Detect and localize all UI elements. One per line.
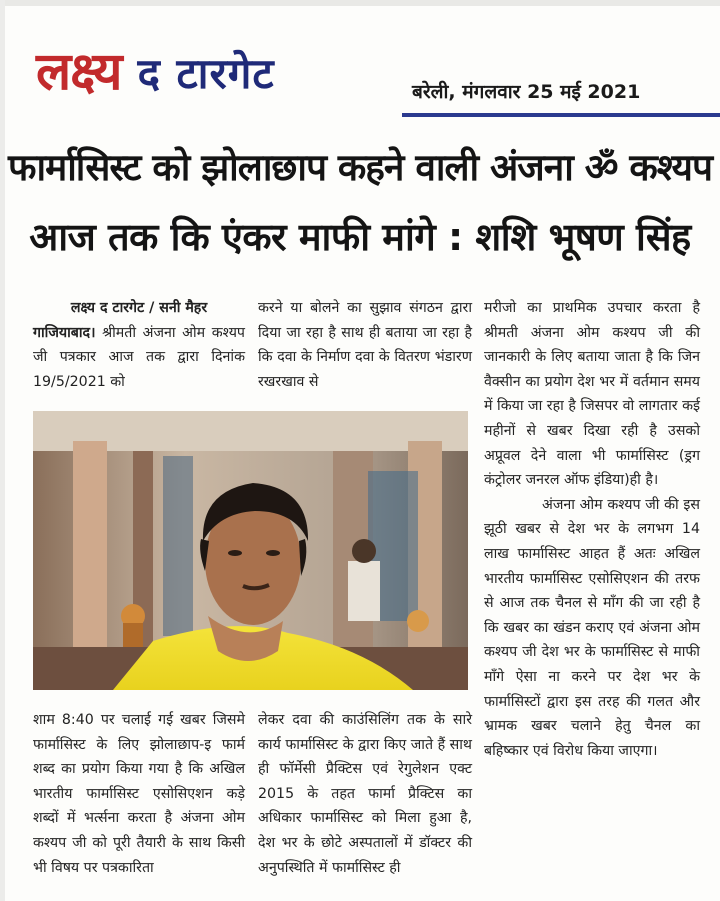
article-intro — [33, 321, 245, 395]
dateline: बरेली, मंगलवार 25 मई 2021 — [412, 81, 641, 103]
masthead — [36, 42, 275, 102]
article-column-2-bottom — [258, 708, 472, 880]
article-text: करने या बोलने का सुझाव संगठन द्वारा दिया जा रहा है साथ ही बताया जा रहा है कि दवा के निर्माण दवा के वितरण भंडारण रखरखाव से — [258, 300, 472, 390]
headline-line-2: आज तक कि एंकर माफी मांगे : शशि भूषण सिंह — [29, 215, 691, 259]
article-column-2-top — [258, 296, 472, 394]
masthead-name-blue: द टारगेट — [137, 49, 275, 98]
masthead-rule — [402, 113, 720, 117]
headline-line-1: फार्मासिस्ट को झोलाछाप कहने वाली अंजना ॐ कश्यप — [7, 146, 712, 189]
article-column-1-bottom — [33, 708, 245, 880]
page-border-top — [0, 0, 720, 6]
page-border-left — [0, 0, 5, 901]
article-paragraph: अंजना ओम कश्यप जी की इस झूठी खबर से देश भर के लगभग 14 लाख फार्मासिस्ट आहत हैं अतः अखिल भारतीय फार्मासिस्ट एसोसिएशन की तरफ से आज तक चैनल से माँग की जा रही है कि खबर का खंडन कराए एवं अंजना ओम कश्यप जी देश भर के फार्मासिस्ट से माफी माँगे ऐसा ना करने पर देश भर के फार्मासिस्टों द्वारा इस तरह की गलत और भ्रामक खबर चलाने हेतु चैनल का बहिष्कार एवं विरोध किया जाएगा। — [484, 496, 700, 759]
portrait-photo — [33, 411, 468, 690]
article-paragraph: मरीजो का प्राथमिक उपचार करता है श्रीमती अंजना ओम कश्यप जी की जानकारी के लिए बताया जाता है कि जिन वैक्सीन का प्रयोग देश भर में वर्तमान समय में किया जा रहा है जिसपर वो लागतार कई महीनों से खबर दिखा रही है उसको अप्रूवल देने वाला भी फार्मासिस्ट (ड्रग कंट्रोलर जनरल ऑफ इंडिया)ही है। — [484, 300, 700, 489]
article-photo — [33, 411, 468, 690]
article-column-3 — [484, 296, 700, 763]
byline: लक्ष्य द टारगेट / सनी मैहर — [70, 300, 208, 316]
article-column-1-top — [33, 296, 245, 394]
masthead-name-red: लक्ष्य — [36, 42, 122, 102]
article-text: लेकर दवा की काउंसिलिंग तक के सारे कार्य फार्मासिस्ट के द्वारा किए जाते हैं साथ ही फॉर्मेसी प्रैक्टिस एवं रेगुलेशन एक्ट 2015 के तहत फार्मा प्रैक्टिस का अधिकार फार्मासिस्ट को मिला हुआ है, देश भर के छोटे अस्पतालों में डॉक्टर की अनुपस्थिति में फार्मासिस्ट ही — [258, 712, 472, 876]
dateline-place: गाजियाबाद। — [33, 324, 96, 341]
article-text: श्रीमती अंजना ओम कश्यप जी पत्रकार आज तक द्वारा दिनांक 19/5/2021 को — [33, 324, 245, 390]
article-text: शाम 8:40 पर चलाई गई खबर जिसमे फार्मासिस्ट के लिए झोलाछाप-इ फार्म शब्द का प्रयोग किया गया है कि अखिल भारतीय फार्मासिस्ट एसोसिएशन कड़े शब्दों में भर्त्सना करता है अंजना ओम कश्यप जी को पूरी तैयारी के साथ किसी भी विषय पर पत्रकारिता — [33, 712, 245, 876]
